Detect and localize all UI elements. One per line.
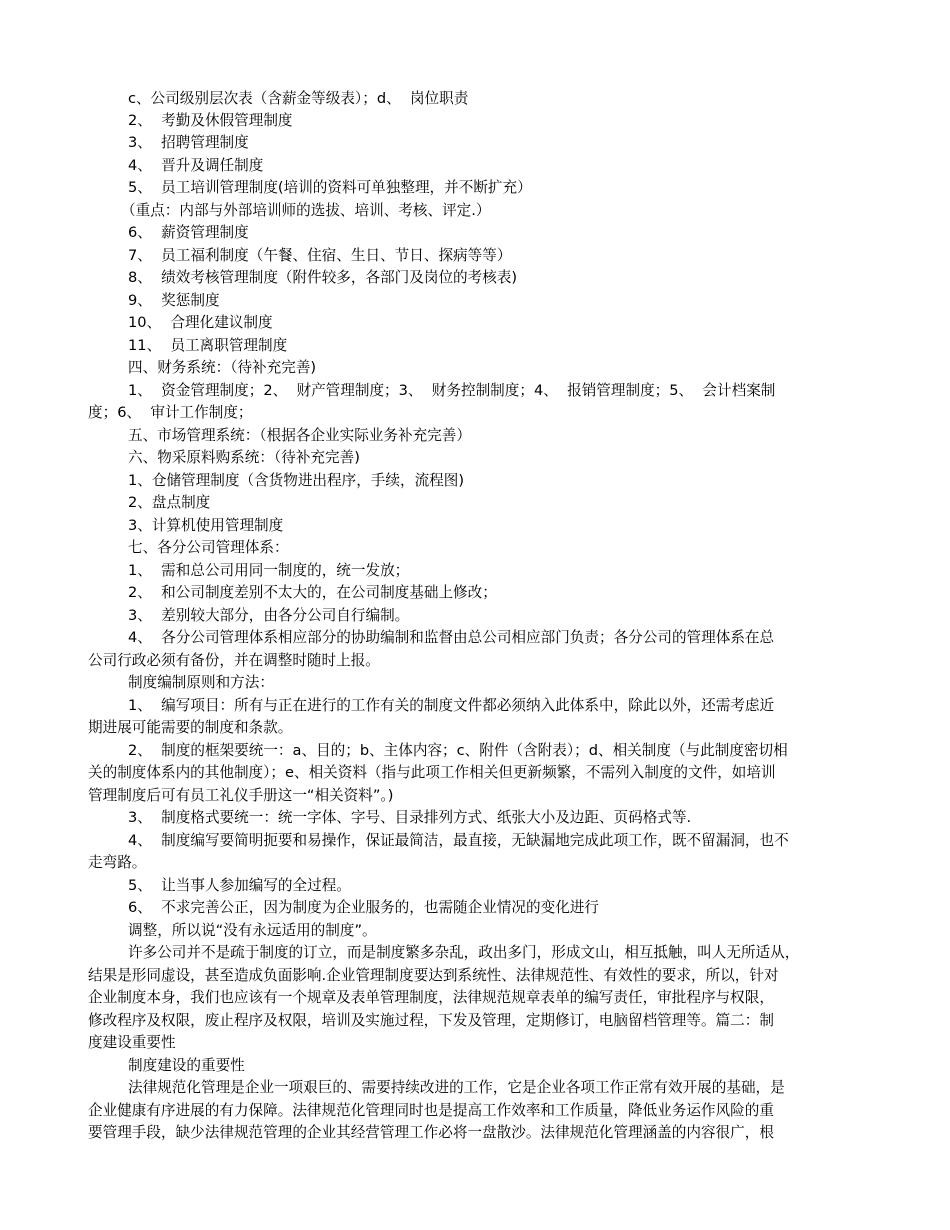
text-line: 企业制度本身，我们也应该有一个规章及表单管理制度，法律规范规章表单的编写责任，审批程序与权限， [88, 989, 774, 1006]
section-heading: 制度编制原则和方法： [128, 674, 274, 691]
text-line: 期进展可能需要的制度和条款。 [88, 719, 293, 736]
text-line: 4、 制度编写要简明扼要和易操作，保证最简洁，最直接，无缺漏地完成此项工作，既不留漏洞，也不 [128, 832, 789, 849]
text-line: 3、计算机使用管理制度 [128, 517, 284, 534]
text-line: 4、 晋升及调任制度 [128, 157, 264, 174]
text-line: 2、 制度的框架要统一：a、目的；b、主体内容；c、附件（含附表）；d、相关制度（与此制度密切相 [128, 742, 788, 759]
text-line: 11、 员工离职管理制度 [128, 337, 288, 354]
text-line: 2、盘点制度 [128, 494, 211, 511]
text-line: 1、仓储管理制度（含货物进出程序，手续，流程图) [128, 472, 465, 489]
text-line: 5、 让当事人参加编写的全过程。 [128, 877, 351, 894]
text-line: 10、 合理化建议制度 [128, 314, 273, 331]
text-line: 8、 绩效考核管理制度（附件较多，各部门及岗位的考核表) [128, 269, 518, 286]
text-line: 6、 薪资管理制度 [128, 224, 249, 241]
text-line: 修改程序及权限，废止程序及权限，培训及实施过程，下发及管理，定期修订，电脑留档管理等。篇二：制 [88, 1012, 774, 1029]
text-line: 度；6、 审计工作制度； [88, 404, 253, 421]
text-line: 法律规范化管理是企业一项艰巨的、需要持续改进的工作，它是企业各项工作正常有效开展的基础，是 [128, 1079, 785, 1096]
text-line: 3、 制度格式要统一：统一字体、字号、目录排列方式、纸张大小及边距、页码格式等. [128, 809, 692, 826]
text-line: 7、 员工福利制度（午餐、住宿、生日、节日、探病等等） [128, 247, 512, 264]
section-heading: 制度建设的重要性 [128, 1057, 245, 1074]
text-line: 走弯路。 [88, 854, 147, 871]
text-line: 公司行政必须有备份，并在调整时随时上报。 [88, 652, 380, 669]
text-line: （重点：内部与外部培训师的选拔、培训、考核、评定.） [121, 202, 491, 219]
text-line: 五、市场管理系统：（根据各企业实际业务补充完善） [128, 427, 471, 444]
text-line: 2、 考勤及休假管理制度 [128, 112, 293, 129]
text-line: 1、 编写项目：所有与正在进行的工作有关的制度文件都必须纳入此体系中，除此以外，还需考虑近 [128, 697, 775, 714]
text-line: 调整，所以说“没有永远适用的制度”。 [128, 922, 377, 939]
text-line: 1、 资金管理制度；2、 财产管理制度；3、 财务控制制度；4、 报销管理制度；5、 会计档案制 [128, 382, 776, 399]
text-line: 许多公司并不是疏于制度的订立，而是制度繁多杂乱，政出多门，形成文山，相互抵触，叫人无所适从， [128, 944, 800, 961]
text-line: 3、 差别较大部分，由各分公司自行编制。 [128, 607, 410, 624]
text-line: 企业健康有序进展的有力保障。法律规范化管理同时也是提高工作效率和工作质量，降低业务运作风险的重 [88, 1102, 774, 1119]
text-line: 3、 招聘管理制度 [128, 134, 249, 151]
text-line: 2、 和公司制度差别不太大的，在公司制度基础上修改； [128, 584, 497, 601]
text-line: 关的制度体系内的其他制度）；e、相关资料（指与此项工作相关但更新频繁，不需列入制度的文件，如培训 [88, 764, 776, 781]
text-line: 六、物采原料购系统：（待补充完善) [128, 449, 360, 466]
text-line: 6、 不求完善公正，因为制度为企业服务的，也需随企业情况的变化进行 [128, 899, 599, 916]
text-line: 要管理手段，缺少法律规范管理的企业其经营管理工作必将一盘散沙。法律规范化管理涵盖的内容很广，根 [88, 1124, 774, 1141]
text-line: 4、 各分公司管理体系相应部分的协助编制和监督由总公司相应部门负责；各分公司的管理体系在总 [128, 629, 775, 646]
text-line: 四、财务系统：（待补充完善) [128, 359, 317, 376]
text-line: 9、 奖惩制度 [128, 292, 220, 309]
text-line: 5、 员工培训管理制度(培训的资料可单独整理，并不断扩充） [128, 179, 532, 196]
text-line: c、公司级别层次表（含薪金等级表）；d、 岗位职责 [128, 90, 469, 107]
text-line: 管理制度后可有员工礼仪手册这一“相关资料”。) [88, 787, 394, 804]
text-line: 度建设重要性 [88, 1034, 176, 1051]
text-line: 1、 需和总公司用同一制度的，统一发放； [128, 562, 410, 579]
text-line: 结果是形同虚设，甚至造成负面影响.企业管理制度要达到系统性、法律规范性、有效性的要求，所以，针对 [88, 967, 779, 984]
text-line: 七、各分公司管理体系： [128, 539, 289, 556]
